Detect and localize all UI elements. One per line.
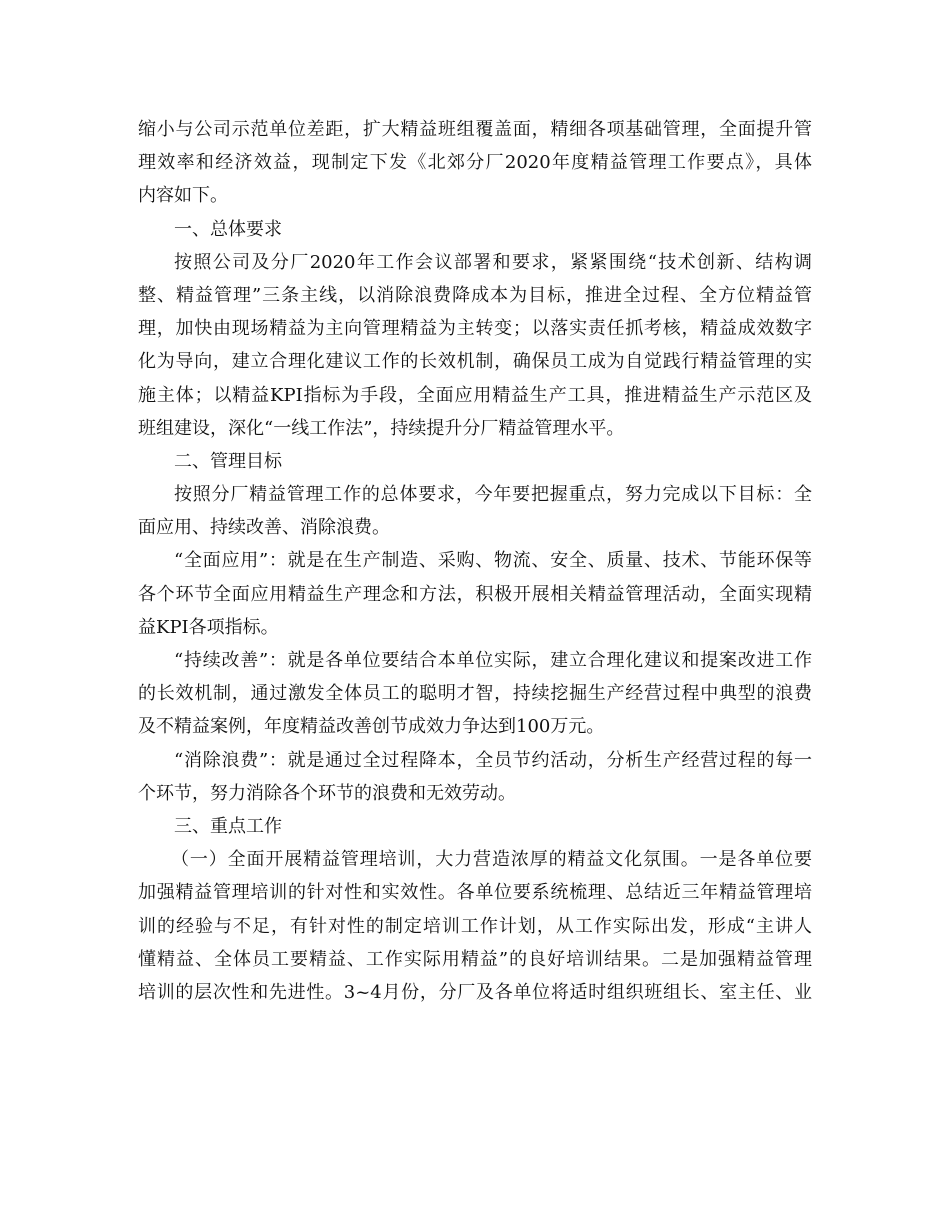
text-line: 按照分厂精益管理工作的总体要求，今年要把握重点，努力完成以下目标：全 [174, 484, 812, 506]
text-line: 缩小与公司示范单位差距，扩大精益班组覆盖面，精细各项基础管理，全面提升管 [138, 119, 812, 140]
text-line: 按照公司及分厂2020年工作会议部署和要求，紧紧围绕“技术创新、结构调 [174, 251, 812, 273]
text-line: 及不精益案例，年度精益改善创节成效力争达到100万元。 [138, 716, 605, 738]
text-line: “全面应用”：就是在生产制造、采购、物流、安全、质量、技术、节能环保等 [174, 550, 812, 572]
section-heading: 三、重点工作 [174, 815, 282, 837]
text-line: 理效率和经济效益，现制定下发《北郊分厂2020年度精益管理工作要点》，具体 [138, 152, 812, 174]
text-line: 各个环节全面应用精益生产理念和方法，积极开展相关精益管理活动，全面实现精 [138, 583, 812, 605]
text-line: 整、精益管理”三条主线，以消除浪费降成本为目标，推进全过程、全方位精益管 [138, 284, 812, 306]
text-line: 班组建设，深化“一线工作法”，持续提升分厂精益管理水平。 [138, 417, 625, 439]
text-line: 化为导向，建立合理化建议工作的长效机制，确保员工成为自觉践行精益管理的实 [138, 351, 812, 373]
text-line: 懂精益、全体员工要精益、工作实际用精益”的良好培训结果。二是加强精益管理 [138, 948, 812, 970]
text-line: “持续改善”：就是各单位要结合本单位实际，建立合理化建议和提案改进工作 [174, 650, 812, 671]
text-line: （一）全面开展精益管理培训，大力营造浓厚的精益文化氛围。一是各单位要 [171, 849, 812, 871]
text-line: 面应用、持续改善、消除浪费。 [138, 517, 390, 539]
text-line: 施主体；以精益KPI指标为手段，全面应用精益生产工具，推进精益生产示范区及 [138, 384, 812, 406]
text-line: 理，加快由现场精益为主向管理精益为主转变；以落实责任抓考核，精益成效数字 [138, 318, 812, 340]
document-page [138, 113, 812, 1009]
text-line: 的长效机制，通过激发全体员工的聪明才智，持续挖掘生产经营过程中典型的浪费 [138, 683, 812, 705]
section-heading: 一、总体要求 [174, 218, 282, 240]
text-line: “消除浪费”：就是通过全过程降本，全员节约活动，分析生产经营过程的每一 [174, 749, 812, 771]
text-line: 个环节，努力消除各个环节的浪费和无效劳动。 [138, 782, 516, 804]
text-line: 加强精益管理培训的针对性和实效性。各单位要系统梳理、总结近三年精益管理培 [138, 882, 812, 904]
text-line: 训的经验与不足，有针对性的制定培训工作计划，从工作实际出发，形成“主讲人 [138, 915, 812, 937]
section-heading: 二、管理目标 [174, 450, 282, 472]
text-line: 培训的层次性和先进性。3~4月份，分厂及各单位将适时组织班组长、室主任、业 [138, 981, 812, 1003]
text-line: 益KPI各项指标。 [138, 616, 279, 638]
text-line: 内容如下。 [138, 185, 228, 207]
